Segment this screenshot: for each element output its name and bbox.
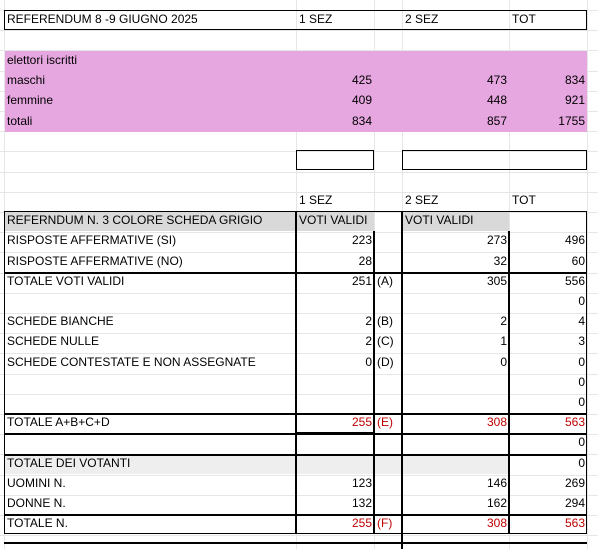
votes-col-2sez[interactable]: 2 SEZ [405, 193, 439, 207]
votes-row-label[interactable]: SCHEDE NULLE [7, 334, 100, 348]
votes-row-tag[interactable]: (D) [377, 355, 394, 369]
grid-hline [0, 172, 598, 173]
electors-1sez[interactable]: 409 [351, 93, 372, 107]
votes-col-1sez[interactable]: 1 SEZ [299, 193, 333, 207]
votes-row-tot[interactable]: 269 [564, 476, 585, 490]
votes-row-tag[interactable] [375, 292, 402, 312]
votes-row-tag[interactable] [375, 252, 402, 272]
votes-row-2sez[interactable]: 2 [500, 314, 507, 328]
header-col-2sez[interactable]: 2 SEZ [405, 12, 439, 26]
votes-row-label[interactable] [5, 393, 296, 413]
votes-row-label[interactable] [5, 292, 296, 312]
header-title[interactable]: REFERENDUM 8 -9 GIUGNO 2025 [7, 12, 198, 26]
votes-row-1sez[interactable]: 123 [351, 476, 372, 490]
votes-row-1sez[interactable]: 2 [365, 314, 372, 328]
votes-row-tot[interactable]: 0 [578, 355, 585, 369]
votes-row-1sez[interactable]: 28 [358, 254, 372, 268]
votes-row-tot[interactable]: 0 [578, 395, 585, 409]
votes-row-2sez[interactable]: 146 [486, 476, 507, 490]
votes-row-label[interactable]: TOTALE N. [7, 516, 68, 530]
votes-row-tag[interactable] [375, 454, 402, 474]
grid-hline [0, 535, 598, 536]
votes-row-2sez[interactable]: 305 [486, 274, 507, 288]
header-col-1sez[interactable]: 1 SEZ [299, 12, 333, 26]
votes-valid-label-2[interactable]: VOTI VALIDI [405, 213, 474, 227]
votes-hline [4, 272, 587, 274]
grid-hline [0, 151, 598, 152]
votes-row-tag[interactable]: (C) [377, 334, 394, 348]
votes-hline [4, 433, 587, 435]
votes-row-2sez[interactable]: 0 [500, 355, 507, 369]
electors-2sez[interactable]: 473 [486, 73, 507, 87]
votes-row-tag[interactable] [375, 393, 402, 413]
votes-row-tot[interactable]: 60 [571, 254, 585, 268]
votes-row-tag[interactable] [375, 474, 402, 494]
votes-row-label[interactable]: TOTALE A+B+C+D [7, 415, 110, 429]
votes-row-label[interactable]: TOTALE DEI VOTANTI [7, 456, 131, 470]
votes-row-label[interactable]: TOTALE VOTI VALIDI [7, 274, 125, 288]
votes-row-label[interactable]: UOMINI N. [7, 476, 66, 490]
votes-row-label[interactable]: SCHEDE CONTESTATE E NON ASSEGNATE [7, 355, 256, 369]
votes-row-1sez[interactable]: 132 [351, 496, 372, 510]
votes-row-2sez[interactable]: 273 [486, 233, 507, 247]
votes-row-2sez[interactable]: 32 [493, 254, 507, 268]
votes-row-tot[interactable]: 3 [578, 334, 585, 348]
votes-row-1sez[interactable]: 0 [365, 355, 372, 369]
votes-valid-label-1[interactable]: VOTI VALIDI [299, 213, 368, 227]
votes-row-1sez[interactable]: 223 [351, 233, 372, 247]
votes-hline [4, 454, 587, 456]
votes-row-tag[interactable]: (A) [377, 274, 393, 288]
votes-row-tot[interactable]: 0 [578, 294, 585, 308]
votes-row-tag[interactable] [375, 433, 402, 453]
votes-row-label[interactable]: RISPOSTE AFFERMATIVE (SI) [7, 233, 177, 247]
votes-row-1sez[interactable]: 2 [365, 334, 372, 348]
votes-row-tag[interactable] [375, 373, 402, 393]
votes-row-2sez[interactable]: 162 [486, 496, 507, 510]
votes-title[interactable]: REFERNDUM N. 3 COLORE SCHEDA GRIGIO [7, 213, 263, 227]
votes-row-1sez[interactable] [297, 454, 374, 474]
votes-vline-c [401, 211, 403, 549]
electors-1sez[interactable]: 425 [351, 73, 372, 87]
votes-row-tot[interactable]: 496 [564, 233, 585, 247]
votes-row-tag[interactable]: (B) [377, 314, 393, 328]
votes-row-label[interactable] [5, 373, 296, 393]
votes-row-tag[interactable]: (E) [377, 415, 393, 429]
votes-row-2sez[interactable] [403, 393, 509, 413]
empty-box-1 [296, 150, 374, 170]
votes-row-label[interactable]: RISPOSTE AFFERMATIVE (NO) [7, 254, 183, 268]
electors-tot[interactable]: 921 [564, 93, 585, 107]
electors-2sez[interactable]: 857 [486, 114, 507, 128]
electors-label[interactable]: femmine [7, 93, 54, 107]
votes-row-tag[interactable]: (F) [377, 516, 393, 530]
votes-row-tag[interactable] [375, 494, 402, 514]
votes-vline-a [295, 211, 297, 534]
votes-row-1sez[interactable]: 255 [351, 516, 372, 530]
electors-title[interactable]: elettori iscritti [7, 53, 78, 67]
votes-row-2sez[interactable]: 308 [486, 415, 507, 429]
votes-row-1sez[interactable] [297, 393, 374, 413]
votes-row-1sez[interactable]: 255 [351, 415, 372, 429]
electors-tot[interactable]: 1755 [558, 114, 585, 128]
electors-label[interactable]: totali [7, 114, 33, 128]
votes-row-tot[interactable]: 0 [578, 456, 585, 470]
electors-1sez[interactable]: 834 [351, 114, 372, 128]
votes-hline [4, 514, 587, 516]
grid-hline [0, 30, 598, 31]
votes-row-tag[interactable] [375, 231, 402, 251]
votes-row-1sez[interactable] [297, 373, 374, 393]
votes-row-2sez[interactable] [403, 454, 509, 474]
electors-tot[interactable]: 834 [564, 73, 585, 87]
votes-row-tot[interactable]: 294 [564, 496, 585, 510]
votes-row-2sez[interactable]: 1 [500, 334, 507, 348]
votes-vline-d [508, 231, 510, 534]
votes-row-2sez[interactable] [403, 373, 509, 393]
votes-row-1sez[interactable]: 251 [351, 274, 372, 288]
votes-row-tot[interactable]: 0 [578, 375, 585, 389]
electors-2sez[interactable]: 448 [486, 93, 507, 107]
votes-row-tot[interactable]: 0 [578, 435, 585, 449]
votes-row-tot[interactable]: 563 [564, 516, 585, 530]
votes-row-tot[interactable]: 563 [564, 415, 585, 429]
votes-row-label[interactable]: SCHEDE BIANCHE [7, 314, 114, 328]
votes-col-tot[interactable]: TOT [512, 193, 536, 207]
votes-row-label[interactable]: DONNE N. [7, 496, 66, 510]
votes-row-label[interactable] [5, 433, 296, 453]
votes-row-2sez[interactable] [403, 433, 509, 453]
votes-vline-b [373, 231, 375, 534]
votes-row-1sez[interactable] [297, 292, 374, 312]
votes-row-tot[interactable]: 4 [578, 314, 585, 328]
grid-vline-5 [587, 0, 588, 549]
votes-row-1sez[interactable] [297, 433, 374, 453]
votes-row-2sez[interactable]: 308 [486, 516, 507, 530]
header-col-tot[interactable]: TOT [512, 12, 536, 26]
votes-row-tot[interactable]: 556 [564, 274, 585, 288]
empty-box-2 [402, 150, 587, 170]
electors-label[interactable]: maschi [7, 73, 46, 87]
votes-hline [4, 413, 587, 415]
votes-row-2sez[interactable] [403, 292, 509, 312]
bottom-rule [4, 542, 587, 544]
